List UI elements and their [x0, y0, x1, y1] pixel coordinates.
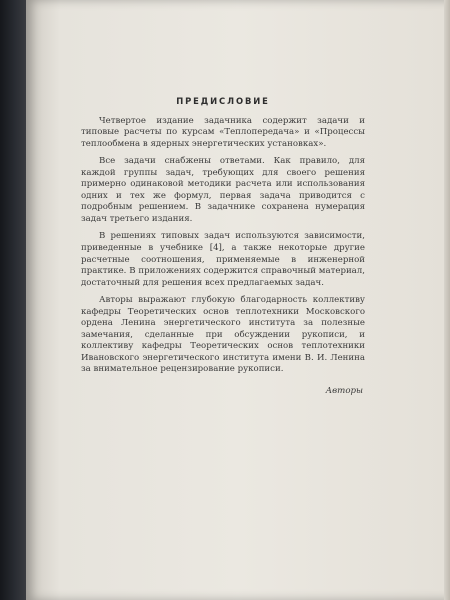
preface-text-block — [81, 96, 365, 398]
preface-heading: ПРЕДИСЛОВИЕ — [176, 96, 270, 106]
paragraph-2: Все задачи снабжены ответами. Как правило, для каждой группы задач, требующих для своего решения примерно одинаковой методики расчета или использования одних и тех же формул, первая задача приводится с подробным решением. В задачнике сохранена нумерация задач третьего издания. — [81, 156, 365, 224]
paragraph-4: Авторы выражают глубокую благодарность коллективу кафедры Теоретических основ теплотехники Московского ордена Ленина энергетического института за полезные замечания, сделанные при обсуждении рукописи, и коллективу кафедры Теоретических основ теплотехники Ивановского энергетического института имени В. И. Ленина за внимательное рецензирование рукописи. — [81, 295, 365, 375]
book-cover-edge — [0, 0, 26, 600]
authors-signature: Авторы — [325, 386, 363, 397]
paragraph-1: Четвертое издание задачника содержит задачи и типовые расчеты по курсам «Теплопередача» и «Процессы теплообмена в ядерных энергетических установках». — [81, 115, 365, 149]
page-edge — [444, 0, 450, 600]
paragraph-3: В решениях типовых задач используются зависимости, приведенные в учебнике [4], а также некоторые другие расчетные соотношения, применяемые в инженерной практике. В приложениях содержится справочный материал, достаточный для решения всех предлагаемых задач. — [81, 231, 365, 288]
